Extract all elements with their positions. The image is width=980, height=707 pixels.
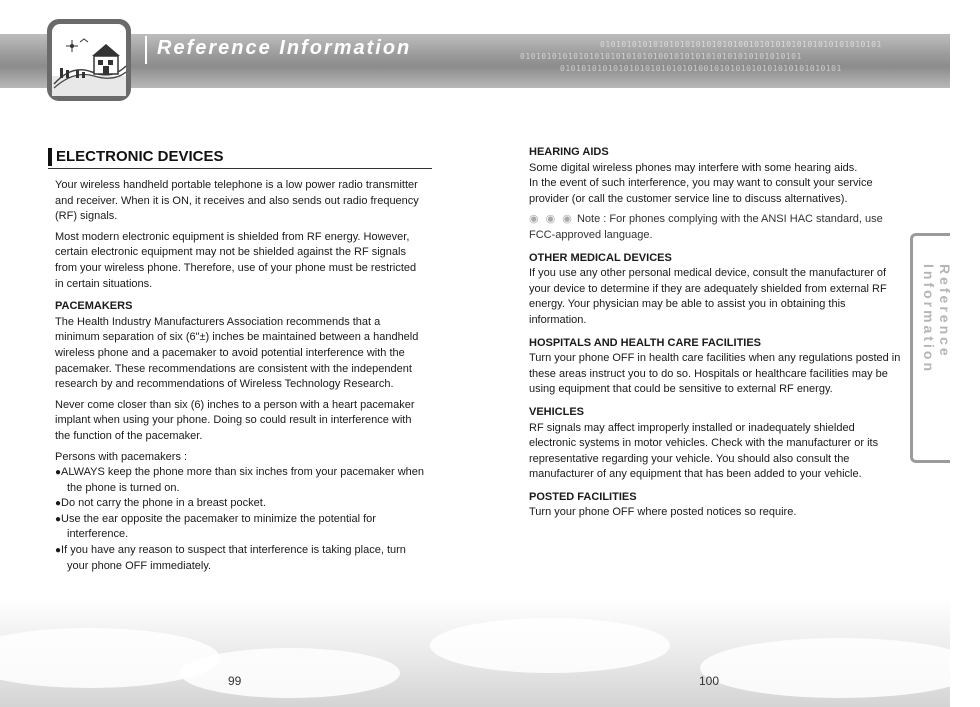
bullet-icon: ● xyxy=(55,545,62,557)
vehicles-paragraph: RF signals may affect improperly installed or inadequately shielded electronic systems in motor vehicles. Check with the manufacturer or its representative regarding your vehicle. You should also consult the manufacturer of any equipment that has been added to your vehicle. xyxy=(529,421,879,481)
pacemakers-heading: PACEMAKERS xyxy=(55,300,133,313)
chapter-logo xyxy=(47,19,131,101)
intro-paragraph: Your wireless handheld portable telephone is a low power radio transmitter and receiver. When it is ON, it receives and also sends out radio frequency (RF) signals. xyxy=(55,179,419,223)
left-column xyxy=(55,148,425,574)
house-illustration-icon xyxy=(52,24,126,96)
binary-pattern: 01010101010101010101010101001010101010101010101010101 xyxy=(600,40,882,49)
section-title: ELECTRONIC DEVICES xyxy=(48,148,432,169)
note: ◉ ◉ ◉ Note : For phones complying with the ANSI HAC standard, use FCC-approved language. xyxy=(529,213,883,241)
pacemakers-paragraph-1: The Health Industry Manufacturers Association recommends that a minimum separation of six (6"±) inches be maintained between a handheld wireless phone and a pacemaker to avoid potential interference with the pacemaker. These recommendations are consistent with the independent research by and recommendations of Wireless Technology Research. xyxy=(55,315,419,391)
binary-pattern: 01010101010101010101010101001010101010101010101010101 xyxy=(520,52,802,61)
vehicles-heading: VEHICLES xyxy=(529,405,585,418)
header-band xyxy=(0,34,950,88)
bullet-icon: ● xyxy=(55,467,62,479)
side-tab xyxy=(910,233,953,463)
page-number-left: 99 xyxy=(228,674,242,688)
bullet-icon: ● xyxy=(55,513,62,525)
hospitals-heading: HOSPITALS AND HEALTH CARE FACILITIES xyxy=(529,336,762,349)
hospitals-paragraph: Turn your phone OFF in health care facilities when any regulations posted in these areas instruct you to do so. Hospitals or healthcare facilities may be using equipment that could be sensitive to external RF energy. xyxy=(529,352,901,396)
list-item: ●ALWAYS keep the phone more than six inches from your pacemaker when the phone is turned on. xyxy=(55,466,425,494)
list-item: ●Do not carry the phone in a breast pocket. xyxy=(55,497,266,510)
hearing-aids-heading: HEARING AIDS xyxy=(529,146,609,158)
side-tab-label: Reference Information xyxy=(921,264,953,374)
note-dots-icon: ◉ ◉ ◉ xyxy=(529,213,574,226)
shielding-paragraph: Most modern electronic equipment is shielded from RF energy. However, certain electronic equipment may not be shielded against the RF signals from your wireless phone. Therefore, use of your phone must be restricted in certain situations. xyxy=(55,230,417,290)
hearing-aids-paragraph-2: In the event of such interference, you may want to consult your service provider (or call the customer service line to discuss alternatives). xyxy=(529,177,873,205)
page-number-right: 100 xyxy=(699,674,720,688)
list-item: ●If you have any reason to suspect that interference is taking place, turn your phone OFF immediately. xyxy=(55,544,406,572)
cloud xyxy=(430,618,670,673)
header-divider xyxy=(145,36,147,64)
bullet-icon: ● xyxy=(55,498,62,510)
hearing-aids-paragraph-1: Some digital wireless phones may interfere with some hearing aids. xyxy=(529,161,858,174)
other-medical-paragraph: If you use any other personal medical device, consult the manufacturer of your device to determine if they are adequately shielded from external RF energy. Your physician may be able to assist you in obtaining this information. xyxy=(529,267,887,326)
posted-facilities-heading: POSTED FACILITIES xyxy=(529,490,637,503)
other-medical-heading: OTHER MEDICAL DEVICES xyxy=(529,251,672,264)
posted-facilities-paragraph: Turn your phone OFF where posted notices so require. xyxy=(529,506,797,519)
right-column xyxy=(529,145,901,526)
logo-inner xyxy=(52,24,126,96)
pacemakers-paragraph-2: Never come closer than six (6) inches to a person with a heart pacemaker implant when using your phone. Doing so could result in interference with the function of the pacemaker. xyxy=(55,398,415,442)
persons-label: Persons with pacemakers : xyxy=(55,450,188,463)
list-item: ●Use the ear opposite the pacemaker to minimize the potential for interference. xyxy=(55,512,376,541)
cloud xyxy=(180,648,400,698)
footer-clouds xyxy=(0,598,950,707)
page-title: Reference Information xyxy=(157,37,412,59)
binary-pattern: 01010101010101010101010101001010101010101010101010101 xyxy=(560,64,842,73)
cloud xyxy=(700,638,980,698)
